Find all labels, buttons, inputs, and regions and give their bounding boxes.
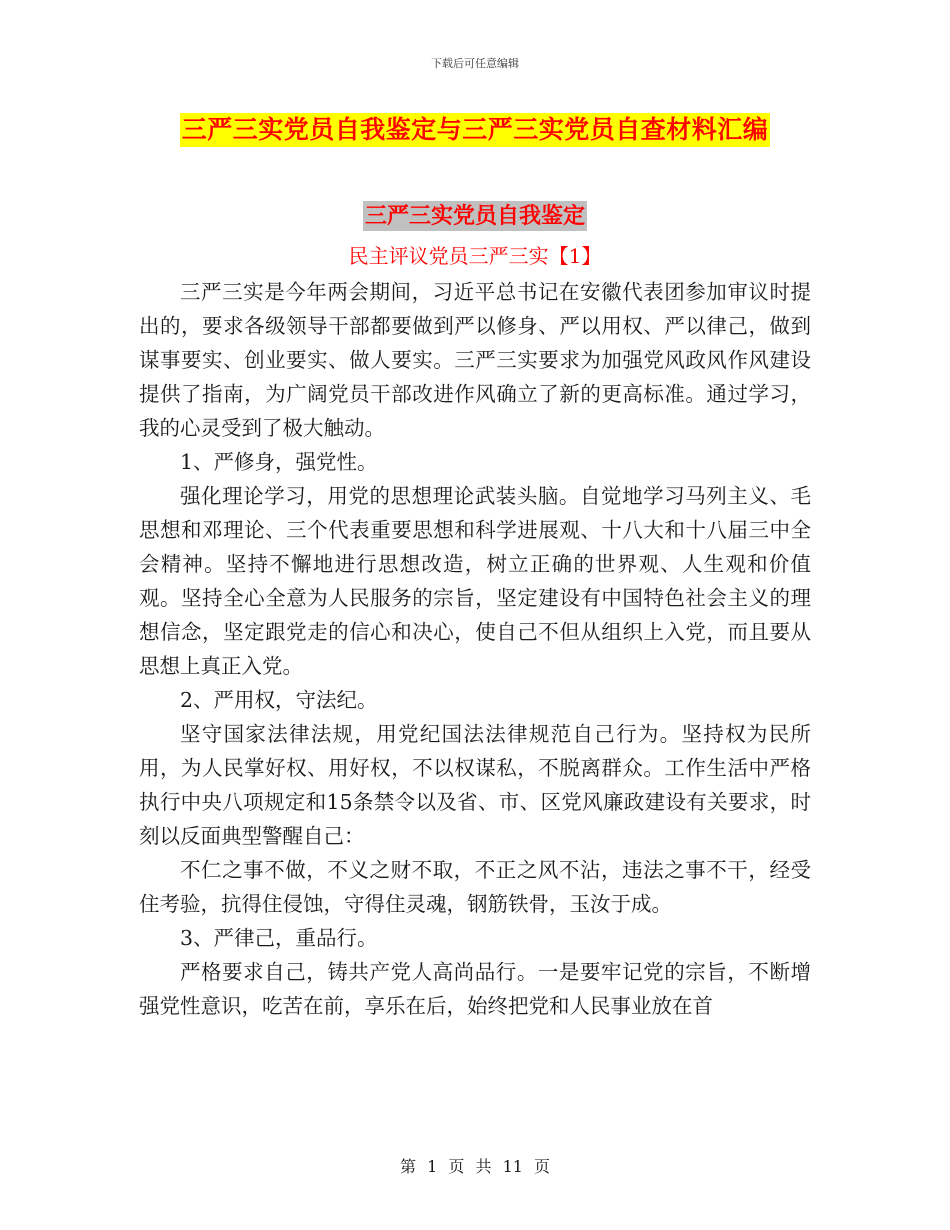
section-heading: 民主评议党员三严三实【1】 [348, 244, 602, 268]
paragraph: 不仁之事不做，不义之财不取，不正之风不沾，违法之事不干，经受住考验，抗得住侵蚀，守得住灵魂，钢筋铁骨，玉汝于成。 [139, 858, 811, 916]
paragraph: 坚守国家法律法规，用党纪国法法律规范自己行为。坚持权为民所用，为人民掌好权、用好权，不以权谋私，不脱离群众。工作生活中严格执行中央八项规定和15条禁令以及省、市、区党风廉政建设有关要求，时刻以反面典型警醒自己： [139, 722, 811, 848]
footer-prefix: 第 [399, 1157, 416, 1176]
footer-total-pages: 11 [502, 1157, 523, 1176]
main-title-container [0, 113, 950, 147]
main-title: 三严三实党员自我鉴定与三严三实党员自查材料汇编 [180, 113, 771, 147]
paragraph: 3、严律己，重品行。 [180, 926, 378, 950]
paragraph: 1、严修身，强党性。 [180, 450, 378, 474]
footer-page-unit: 页 [448, 1157, 465, 1176]
footer-page-number: 1 [427, 1157, 438, 1176]
footer-total-unit: 页 [534, 1157, 551, 1176]
paragraph: 强化理论学习，用党的思想理论武装头脑。自觉地学习马列主义、毛思想和邓理论、三个代表重要思想和科学进展观、十八大和十八届三中全会精神。坚持不懈地进行思想改造，树立正确的世界观、人生观和价值观。坚持全心全意为人民服务的宗旨，坚定建设有中国特色社会主义的理想信念，坚定跟党走的信心和决心，使自己不但从组织上入党，而且要从思想上真正入党。 [139, 484, 811, 678]
sub-title: 三严三实党员自我鉴定 [364, 203, 585, 229]
paragraph: 三严三实是今年两会期间，习近平总书记在安徽代表团参加审议时提出的，要求各级领导干部都要做到严以修身、严以用权、严以律己，做到谋事要实、创业要实、做人要实。三严三实要求为加强党风政风作风建设提供了指南，为广阔党员干部改进作风确立了新的更高标准。通过学习，我的心灵受到了极大触动。 [139, 280, 811, 440]
paragraph: 严格要求自己，铸共产党人高尚品行。一是要牢记党的宗旨，不断增强党性意识，吃苦在前，享乐在后，始终把党和人民事业放在首 [139, 960, 811, 1018]
document-body [139, 275, 811, 1023]
sub-title-container [0, 201, 950, 231]
footer-total-prefix: 共 [475, 1157, 492, 1176]
paragraph: 2、严用权，守法纪。 [180, 688, 378, 712]
header-note: 下载后可任意编辑 [431, 57, 519, 70]
page-footer [0, 1154, 950, 1177]
